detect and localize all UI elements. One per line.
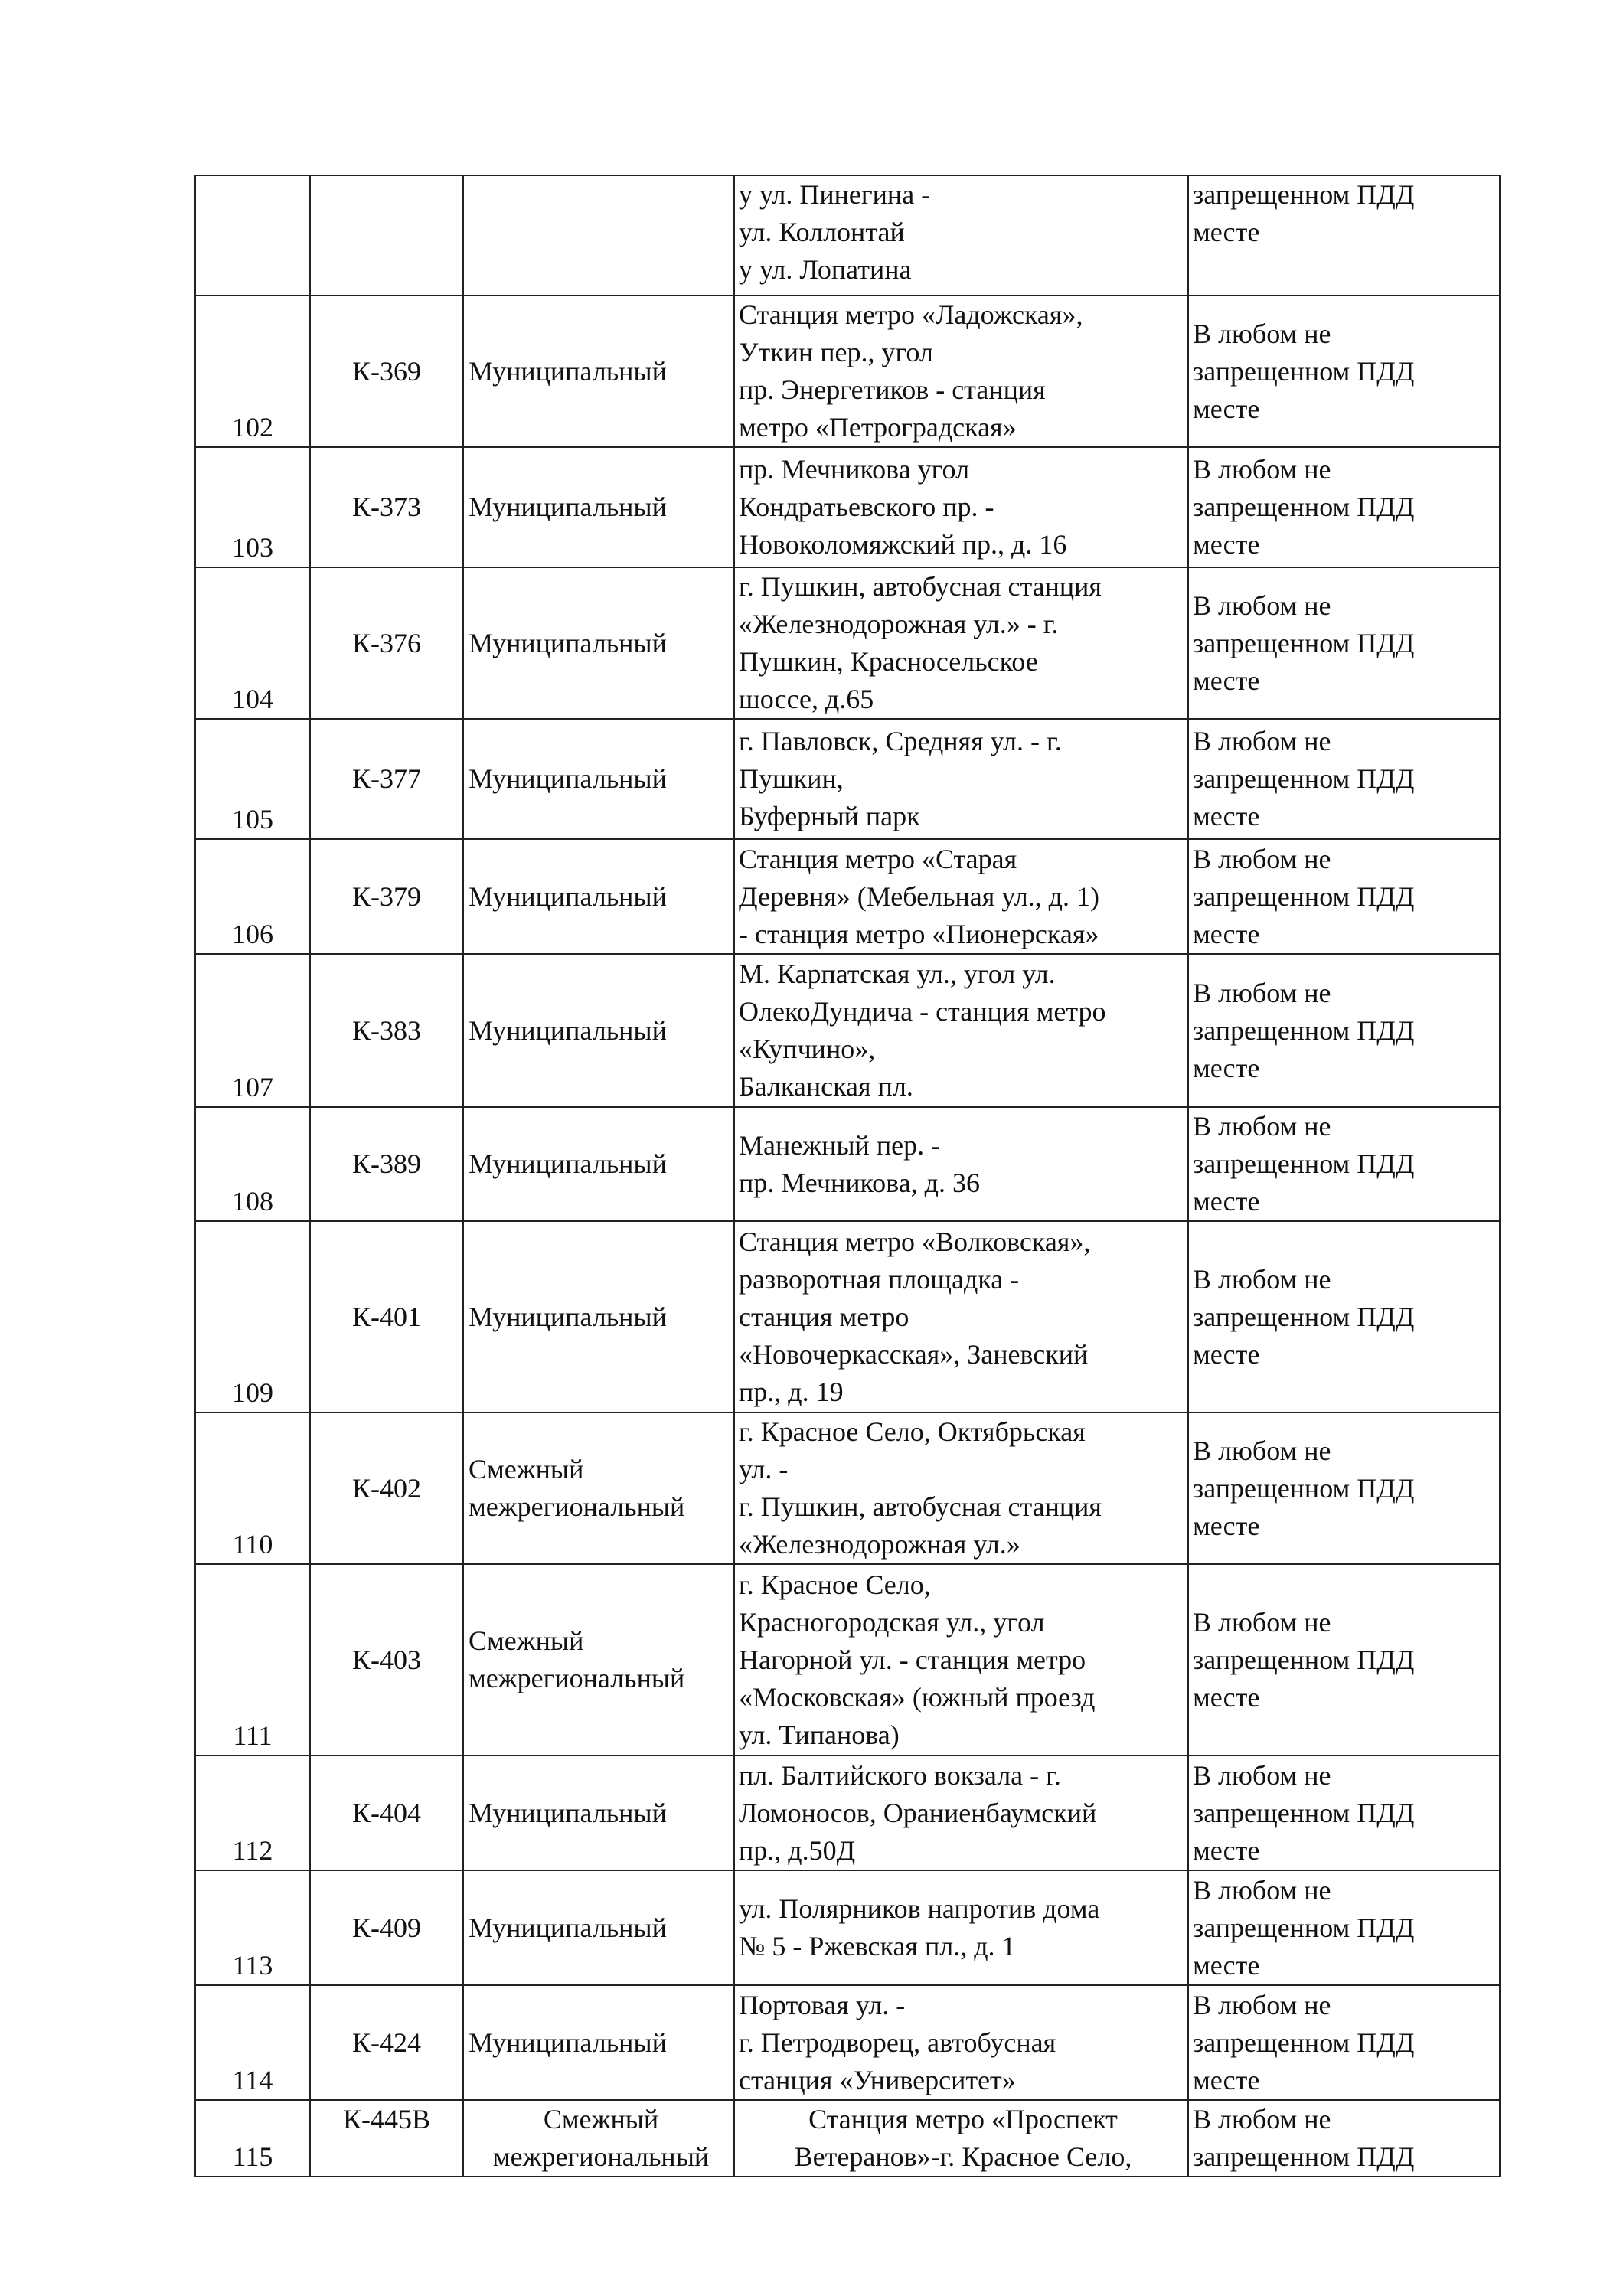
stop-rule-cell	[1188, 954, 1500, 1107]
stop-rule-cell	[1188, 175, 1500, 296]
route-code-cell: К-369	[310, 296, 463, 447]
table-row	[195, 2100, 1500, 2177]
table-row	[195, 1221, 1500, 1413]
route-description-cell-line: станция «Университет»	[739, 2064, 1016, 2095]
route-type-cell-line: Муниципальный	[469, 1797, 667, 1828]
route-description-cell-line: пр. Мечникова, д. 36	[739, 1167, 980, 1198]
route-type-cell-line: Муниципальный	[469, 1301, 667, 1332]
route-code-cell: К-376	[310, 567, 463, 719]
route-description-cell-line: М. Карпатская ул., угол ул.	[739, 959, 1056, 989]
route-type-cell-line: межрегиональный	[469, 1663, 685, 1693]
stop-rule-cell-line: В любом не	[1193, 843, 1331, 874]
route-code-cell: К-377	[310, 719, 463, 839]
route-description-cell-line: Балканская пл.	[739, 1071, 913, 1102]
route-description-cell-line: станция метро	[739, 1301, 909, 1332]
table-row	[195, 447, 1500, 567]
table-row	[195, 1564, 1500, 1755]
route-description-cell-line: пр., д.50Д	[739, 1834, 856, 1866]
route-code-cell: К-379	[310, 839, 463, 954]
stop-rule-cell	[1188, 719, 1500, 839]
route-description-cell-line: Пушкин,	[739, 763, 844, 794]
stop-rule-cell-line: В любом не	[1193, 726, 1331, 756]
route-type-cell-line: межрегиональный	[492, 2141, 710, 2172]
stop-rule-cell-line: В любом не	[1193, 1874, 1331, 1906]
stop-rule-cell-line: запрещенном ПДД	[1193, 763, 1415, 794]
route-description-cell	[734, 719, 1188, 839]
stop-rule-cell-line: месте	[1193, 1052, 1260, 1083]
route-description-cell-line: ул. Полярников напротив дома	[739, 1893, 1100, 1924]
stop-rule-cell-line: месте	[1193, 1834, 1260, 1866]
route-type-cell	[463, 954, 734, 1107]
stop-rule-cell-line: запрещенном ПДД	[1193, 1912, 1415, 1943]
stop-rule-cell	[1188, 2100, 1500, 2177]
stop-rule-cell-line: месте	[1193, 665, 1260, 696]
row-number-cell: 111	[195, 1564, 310, 1755]
table-row	[195, 567, 1500, 719]
route-description-cell-line: ул. Типанова)	[739, 1719, 900, 1750]
stop-rule-cell-line: месте	[1193, 217, 1260, 247]
route-description-cell-line: Манежный пер. -	[739, 1129, 941, 1161]
route-description-cell	[734, 1221, 1188, 1413]
route-type-cell-line: Муниципальный	[469, 1014, 667, 1046]
route-description-cell-line: Станция метро «Волковская»,	[739, 1226, 1091, 1257]
stop-rule-cell-line: месте	[1193, 1510, 1260, 1541]
stop-rule-cell-line: В любом не	[1193, 318, 1331, 349]
stop-rule-cell	[1188, 296, 1500, 447]
route-type-cell-line: Смежный	[469, 1625, 584, 1656]
route-description-cell-line: ул. Коллонтай	[739, 217, 905, 247]
stop-rule-cell	[1188, 1564, 1500, 1755]
route-description-cell-line: Станция метро «Проспект	[808, 2104, 1118, 2134]
route-description-cell	[734, 1985, 1188, 2100]
stop-rule-cell-line: запрещенном ПДД	[1193, 2141, 1415, 2172]
route-type-cell	[463, 839, 734, 954]
route-type-cell	[463, 296, 734, 447]
route-description-cell	[734, 1107, 1188, 1221]
route-type-cell-line: Муниципальный	[469, 2027, 667, 2058]
route-description-cell-line: Пушкин, Красносельское	[739, 646, 1038, 677]
route-type-cell-line: Муниципальный	[469, 1912, 667, 1943]
route-description-cell-line: г. Красное Село,	[739, 1569, 931, 1600]
route-description-cell-line: «Московская» (южный проезд	[739, 1681, 1096, 1713]
route-code-cell: К-389	[310, 1107, 463, 1221]
route-type-cell	[463, 2100, 734, 2177]
route-description-cell-line: г. Петродворец, автобусная	[739, 2027, 1056, 2058]
stop-rule-cell	[1188, 1107, 1500, 1221]
stop-rule-cell-line: запрещенном ПДД	[1193, 1148, 1415, 1179]
row-number-cell: 107	[195, 954, 310, 1107]
stop-rule-cell-line: запрещенном ПДД	[1193, 627, 1415, 658]
route-type-cell-line: Муниципальный	[469, 627, 667, 658]
route-code-cell: К-409	[310, 1870, 463, 1985]
route-type-cell-line: межрегиональный	[469, 1491, 685, 1522]
route-description-cell-line: Портовая ул. -	[739, 1989, 906, 2020]
route-type-cell-line: Муниципальный	[469, 492, 667, 522]
row-number-cell: 103	[195, 447, 310, 567]
table-row	[195, 1985, 1500, 2100]
route-description-cell-line: Ветеранов»-г. Красное Село,	[794, 2141, 1132, 2172]
route-description-cell-line: пл. Балтийского вокзала - г.	[739, 1759, 1061, 1791]
row-number-cell: 104	[195, 567, 310, 719]
stop-rule-cell-line: В любом не	[1193, 1111, 1331, 1141]
row-number-cell: 109	[195, 1221, 310, 1413]
route-description-cell-line: «Железнодорожная ул.»	[739, 1529, 1020, 1560]
row-number-cell: 110	[195, 1413, 310, 1564]
row-number-cell: 102	[195, 296, 310, 447]
route-type-cell-line: Смежный	[469, 1454, 584, 1484]
route-description-cell-line: пр. Энергетиков - станция	[739, 374, 1046, 405]
route-description-cell-line: Буферный парк	[739, 801, 920, 831]
route-type-cell	[463, 447, 734, 567]
route-code-cell: К-424	[310, 1985, 463, 2100]
stop-rule-cell-line: В любом не	[1193, 2104, 1331, 2134]
stop-rule-cell-line: В любом не	[1193, 590, 1331, 621]
table-row	[195, 1755, 1500, 1870]
routes-table-body	[195, 175, 1500, 2177]
row-number-cell: 114	[195, 1985, 310, 2100]
table-row-continuation	[195, 175, 1500, 296]
stop-rule-cell-line: запрещенном ПДД	[1193, 1014, 1415, 1046]
stop-rule-cell-line: месте	[1193, 918, 1260, 949]
route-description-cell-line: г. Павловск, Средняя ул. - г.	[739, 726, 1062, 756]
row-number-cell	[195, 175, 310, 296]
route-type-cell	[463, 175, 734, 296]
stop-rule-cell-line: запрещенном ПДД	[1193, 1301, 1415, 1332]
route-type-cell	[463, 1564, 734, 1755]
route-description-cell-line: Станция метро «Ладожская»,	[739, 299, 1083, 330]
stop-rule-cell-line: запрещенном ПДД	[1193, 492, 1415, 522]
route-description-cell-line: Нагорной ул. - станция метро	[739, 1644, 1086, 1675]
stop-rule-cell-line: В любом не	[1193, 1263, 1331, 1295]
route-type-cell	[463, 1413, 734, 1564]
stop-rule-cell-line: В любом не	[1193, 977, 1331, 1008]
route-description-cell-line: пр. Мечникова угол	[739, 454, 970, 485]
stop-rule-cell-line: запрещенном ПДД	[1193, 179, 1415, 210]
stop-rule-cell-line: В любом не	[1193, 1989, 1331, 2020]
stop-rule-cell-line: месте	[1193, 393, 1260, 424]
stop-rule-cell-line: запрещенном ПДД	[1193, 2027, 1415, 2058]
route-description-cell-line: «Новочеркасская», Заневский	[739, 1338, 1089, 1370]
route-description-cell-line: пр., д. 19	[739, 1376, 844, 1407]
stop-rule-cell	[1188, 567, 1500, 719]
route-description-cell-line: разворотная площадка -	[739, 1263, 1020, 1295]
route-type-cell-line: Муниципальный	[469, 880, 667, 912]
stop-rule-cell-line: запрещенном ПДД	[1193, 355, 1415, 387]
route-description-cell-line: ОлекоДундича - станция метро	[739, 996, 1106, 1027]
route-description-cell-line: метро «Петроградская»	[739, 412, 1017, 443]
route-code-cell: К-401	[310, 1221, 463, 1413]
table-row	[195, 954, 1500, 1107]
row-number-cell: 115	[195, 2100, 310, 2177]
stop-rule-cell	[1188, 1413, 1500, 1564]
route-code-cell: К-404	[310, 1755, 463, 1870]
stop-rule-cell	[1188, 839, 1500, 954]
route-type-cell	[463, 1985, 734, 2100]
route-description-cell	[734, 447, 1188, 567]
route-description-cell	[734, 567, 1188, 719]
route-description-cell-line: шоссе, д.65	[739, 684, 874, 714]
table-row	[195, 296, 1500, 447]
table-row	[195, 839, 1500, 954]
table-row	[195, 719, 1500, 839]
route-type-cell	[463, 1107, 734, 1221]
route-type-cell	[463, 1755, 734, 1870]
stop-rule-cell-line: запрещенном ПДД	[1193, 1644, 1415, 1675]
row-number-cell: 105	[195, 719, 310, 839]
route-type-cell	[463, 1221, 734, 1413]
stop-rule-cell-line: запрещенном ПДД	[1193, 1797, 1415, 1828]
route-code-cell	[310, 175, 463, 296]
route-description-cell-line: - станция метро «Пионерская»	[739, 918, 1099, 949]
route-description-cell-line: у ул. Лопатина	[739, 254, 912, 285]
route-code-cell: К-403	[310, 1564, 463, 1755]
route-description-cell	[734, 839, 1188, 954]
stop-rule-cell-line: месте	[1193, 1949, 1260, 1981]
row-number-cell: 108	[195, 1107, 310, 1221]
stop-rule-cell	[1188, 1221, 1500, 1413]
route-description-cell	[734, 2100, 1188, 2177]
route-type-cell	[463, 1870, 734, 1985]
table-row	[195, 1107, 1500, 1221]
stop-rule-cell-line: В любом не	[1193, 454, 1331, 485]
table-row	[195, 1413, 1500, 1564]
route-description-cell	[734, 1870, 1188, 1985]
route-description-cell	[734, 175, 1188, 296]
row-number-cell: 106	[195, 839, 310, 954]
stop-rule-cell-line: месте	[1193, 529, 1260, 560]
route-description-cell-line: г. Красное Село, Октябрьская	[739, 1416, 1086, 1447]
stop-rule-cell-line: В любом не	[1193, 1606, 1331, 1638]
route-description-cell-line: «Железнодорожная ул.» - г.	[739, 609, 1059, 639]
route-code-cell: К-445В	[310, 2100, 463, 2177]
route-code-cell: К-402	[310, 1413, 463, 1564]
route-type-cell-line: Муниципальный	[469, 763, 667, 794]
route-type-cell	[463, 567, 734, 719]
route-description-cell-line: Деревня» (Мебельная ул., д. 1)	[739, 880, 1099, 912]
route-description-cell-line: Новоколомяжский пр., д. 16	[739, 529, 1067, 560]
stop-rule-cell-line: запрещенном ПДД	[1193, 880, 1415, 912]
route-description-cell	[734, 1564, 1188, 1755]
route-type-cell-line: Муниципальный	[469, 1148, 667, 1179]
routes-table	[194, 175, 1501, 2177]
route-description-cell-line: г. Пушкин, автобусная станция	[739, 571, 1102, 602]
stop-rule-cell	[1188, 447, 1500, 567]
route-description-cell-line: г. Пушкин, автобусная станция	[739, 1491, 1102, 1522]
route-description-cell-line: № 5 - Ржевская пл., д. 1	[739, 1931, 1016, 1961]
route-description-cell-line: «Купчино»,	[739, 1034, 876, 1064]
stop-rule-cell	[1188, 1985, 1500, 2100]
route-description-cell	[734, 296, 1188, 447]
route-code-cell: К-373	[310, 447, 463, 567]
route-code-cell: К-383	[310, 954, 463, 1107]
route-type-cell-line: Муниципальный	[469, 355, 667, 387]
route-type-cell-line: Смежный	[543, 2104, 659, 2134]
row-number-cell: 113	[195, 1870, 310, 1985]
route-description-cell	[734, 954, 1188, 1107]
row-number-cell: 112	[195, 1755, 310, 1870]
route-description-cell	[734, 1413, 1188, 1564]
stop-rule-cell-line: месте	[1193, 801, 1260, 831]
route-description-cell-line: Уткин пер., угол	[739, 337, 933, 367]
stop-rule-cell	[1188, 1870, 1500, 1985]
route-description-cell-line: ул. -	[739, 1454, 789, 1484]
stop-rule-cell-line: В любом не	[1193, 1759, 1331, 1791]
route-description-cell-line: Кондратьевского пр. -	[739, 492, 994, 522]
table-row	[195, 1870, 1500, 1985]
route-description-cell	[734, 1755, 1188, 1870]
route-type-cell	[463, 719, 734, 839]
route-description-cell-line: Красногородская ул., угол	[739, 1606, 1045, 1638]
stop-rule-cell-line: месте	[1193, 1681, 1260, 1713]
route-description-cell-line: у ул. Пинегина -	[739, 179, 931, 210]
stop-rule-cell-line: запрещенном ПДД	[1193, 1472, 1415, 1504]
stop-rule-cell-line: месте	[1193, 1338, 1260, 1370]
stop-rule-cell-line: месте	[1193, 1186, 1260, 1217]
stop-rule-cell-line: месте	[1193, 2064, 1260, 2095]
route-description-cell-line: Станция метро «Старая	[739, 843, 1017, 874]
route-description-cell-line: Ломоносов, Ораниенбаумский	[739, 1797, 1097, 1828]
stop-rule-cell-line: В любом не	[1193, 1435, 1331, 1466]
stop-rule-cell	[1188, 1755, 1500, 1870]
